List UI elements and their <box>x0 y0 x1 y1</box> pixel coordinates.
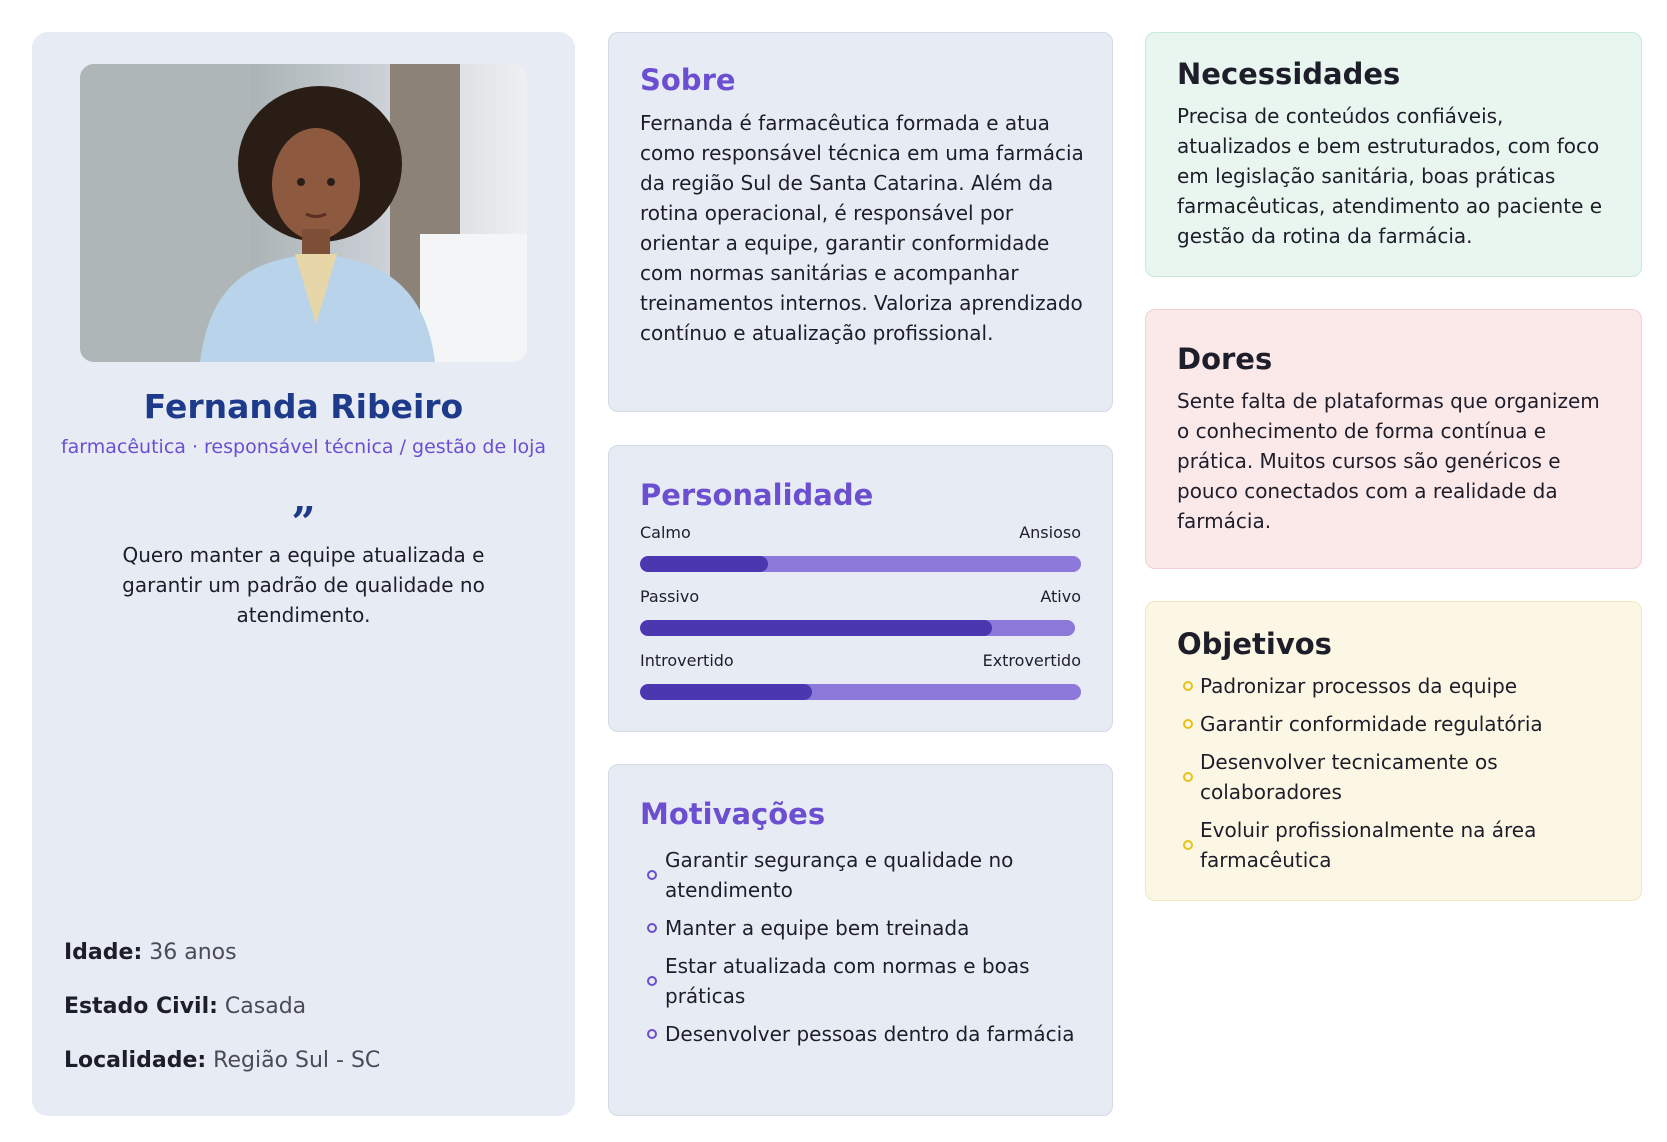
info-label: Localidade: <box>64 1048 207 1073</box>
profile-photo <box>80 64 527 362</box>
list-item-text: Evoluir profissionalmente na área farmacêutica <box>1200 818 1537 872</box>
list-item <box>640 951 1080 1011</box>
info-value: Região Sul - SC <box>213 1048 381 1073</box>
dores-title: Dores <box>1177 342 1273 376</box>
list-item <box>640 845 1080 905</box>
sobre-card <box>608 32 1113 412</box>
objetivos-list <box>1177 671 1617 883</box>
trait-left-label: Passivo <box>640 587 700 606</box>
info-marital-status <box>64 994 306 1019</box>
necessidades-card <box>1145 32 1642 277</box>
list-item-text: Garantir segurança e qualidade no atendimento <box>665 848 1014 902</box>
motivacoes-card <box>608 764 1113 1116</box>
list-item-text: Estar atualizada com normas e boas práticas <box>665 954 1030 1008</box>
sobre-text: Fernanda é farmacêutica formada e atua como responsável técnica em uma farmácia da região Sul de Santa Catarina. Além da rotina operacional, é responsável por orientar a equipe, garantir conformidade com normas sanitárias e acompanhar treinamentos internos. Valoriza aprendizado contínuo e atualização profissional. <box>640 111 1084 345</box>
list-item <box>640 1019 1080 1049</box>
info-value: 36 anos <box>149 940 237 965</box>
list-item <box>1177 671 1617 701</box>
objetivos-card <box>1145 601 1642 901</box>
trait-fill <box>640 620 992 636</box>
bullet-icon <box>647 923 657 933</box>
trait-left-label: Introvertido <box>640 651 734 670</box>
trait-bar-passivo-ativo <box>640 620 1075 636</box>
objetivos-title: Objetivos <box>1177 627 1332 661</box>
personalidade-title: Personalidade <box>640 478 874 512</box>
info-age <box>64 940 237 965</box>
bullet-icon <box>1183 719 1193 729</box>
info-label: Idade: <box>64 940 143 965</box>
info-location <box>64 1048 380 1073</box>
info-label: Estado Civil: <box>64 994 218 1019</box>
persona-quote: Quero manter a equipe atualizada e garantir um padrão de qualidade no atendimento. <box>122 543 485 627</box>
list-item <box>1177 747 1617 807</box>
bullet-icon <box>1183 772 1193 782</box>
quote-icon: ” <box>291 498 316 547</box>
persona-name: Fernanda Ribeiro <box>143 387 464 426</box>
motivacoes-list <box>640 845 1080 1057</box>
profile-card <box>32 32 575 1116</box>
list-item-text: Desenvolver pessoas dentro da farmácia <box>665 1022 1075 1046</box>
trait-fill <box>640 556 768 572</box>
sobre-title: Sobre <box>640 63 736 97</box>
personalidade-card <box>608 445 1113 732</box>
dores-text: Sente falta de plataformas que organizem o conhecimento de forma contínua e prática. Muitos cursos são genéricos e pouco conectados com a realidade da farmácia. <box>1177 389 1600 533</box>
trait-bar-introvertido-extrovertido <box>640 684 1081 700</box>
trait-right-label: Extrovertido <box>982 651 1081 670</box>
trait-right-label: Ansioso <box>1019 523 1081 542</box>
bullet-icon <box>647 870 657 880</box>
trait-bar-calmo-ansioso <box>640 556 1081 572</box>
bullet-icon <box>1183 840 1193 850</box>
list-item-text: Manter a equipe bem treinada <box>665 916 970 940</box>
info-value: Casada <box>224 994 307 1019</box>
dores-card <box>1145 309 1642 569</box>
bullet-icon <box>647 976 657 986</box>
trait-right-label: Ativo <box>1040 587 1081 606</box>
motivacoes-title: Motivações <box>640 797 826 831</box>
list-item-text: Desenvolver tecnicamente os colaboradores <box>1200 750 1498 804</box>
trait-left-label: Calmo <box>640 523 691 542</box>
persona-role: farmacêutica · responsável técnica / gestão de loja <box>60 436 547 458</box>
necessidades-title: Necessidades <box>1177 57 1401 91</box>
list-item <box>1177 815 1617 875</box>
necessidades-text: Precisa de conteúdos confiáveis, atualizados e bem estruturados, com foco em legislação sanitária, boas práticas farmacêuticas, atendimento ao paciente e gestão da rotina da farmácia. <box>1177 104 1603 248</box>
list-item-text: Garantir conformidade regulatória <box>1200 712 1543 736</box>
trait-fill <box>640 684 812 700</box>
bullet-icon <box>1183 681 1193 691</box>
list-item <box>640 913 1080 943</box>
list-item-text: Padronizar processos da equipe <box>1200 674 1518 698</box>
list-item <box>1177 709 1617 739</box>
bullet-icon <box>647 1029 657 1039</box>
